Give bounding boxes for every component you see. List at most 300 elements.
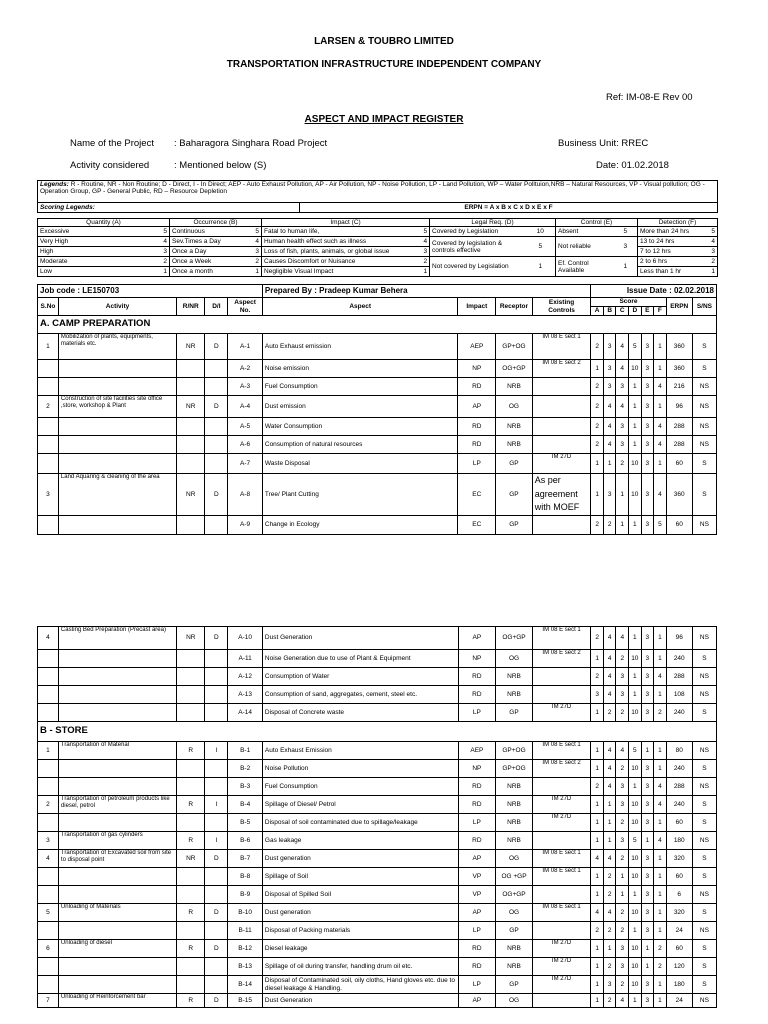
row-score-d: 1: [629, 378, 642, 396]
row-controls: [532, 778, 591, 796]
row-receptor: NRB: [496, 796, 533, 814]
col-impact: Impact: [458, 298, 496, 316]
row-score-e: 3: [641, 994, 654, 1008]
row-aspect-no: A-13: [228, 686, 263, 704]
row-erpn: 96: [666, 627, 692, 650]
row-sno: 7: [38, 994, 59, 1008]
row-score-d: 1: [629, 886, 642, 904]
row-score-d: 10: [629, 868, 642, 886]
row-score-a: 2: [591, 668, 604, 686]
row-score-c: 3: [616, 378, 629, 396]
row-sns: NS: [692, 742, 716, 760]
row-score-a: 1: [591, 814, 604, 832]
table-row: [38, 627, 717, 650]
row-erpn: 216: [666, 378, 692, 396]
row-score-f: 4: [654, 474, 667, 516]
row-score-b: 4: [603, 686, 616, 704]
row-sno: [38, 868, 59, 886]
row-sno: [38, 360, 59, 378]
row-di: D: [205, 396, 228, 418]
row-di: [205, 760, 228, 778]
row-score-b: 3: [603, 334, 616, 360]
row-score-c: 3: [616, 436, 629, 454]
col-head-quantity: Quantity (A): [38, 219, 170, 227]
row-sno: [38, 976, 59, 994]
row-impact: RD: [458, 668, 496, 686]
row-di: [205, 668, 228, 686]
row-score-b: 1: [603, 814, 616, 832]
table-row: [38, 396, 717, 418]
row-score-a: 2: [591, 418, 604, 436]
col-aspect: Aspect: [262, 298, 458, 316]
row-score-d: 5: [629, 832, 642, 850]
row-sns: S: [692, 360, 716, 378]
row-score-c: 4: [616, 627, 629, 650]
table-row: [38, 436, 717, 454]
row-receptor: OG+GP: [496, 886, 533, 904]
row-sno: [38, 886, 59, 904]
row-score-b: 2: [603, 922, 616, 940]
row-controls: IM 27D: [532, 796, 591, 814]
row-sno: 4: [38, 627, 59, 650]
row-receptor: GP+OG: [496, 334, 533, 360]
col-head-detection: Detection (F): [638, 219, 718, 227]
row-rnr: NR: [177, 396, 205, 418]
row-aspect: Spillage of oil during transfer, handling drum oil etc.: [262, 958, 458, 976]
row-score-d: 1: [629, 686, 642, 704]
row-di: I: [205, 742, 228, 760]
row-di: [205, 868, 228, 886]
row-sns: NS: [692, 886, 716, 904]
row-aspect-no: B-7: [228, 850, 263, 868]
row-aspect: Disposal of Spilled Soil: [262, 886, 458, 904]
row-score-d: 10: [629, 760, 642, 778]
row-receptor: NRB: [496, 686, 533, 704]
row-receptor: OG: [496, 396, 533, 418]
row-rnr: NR: [177, 334, 205, 360]
row-impact: EC: [458, 474, 496, 516]
row-score-e: 3: [641, 418, 654, 436]
row-score-a: 1: [591, 958, 604, 976]
row-score-f: 4: [654, 378, 667, 396]
row-erpn: 60: [666, 454, 692, 474]
row-di: [205, 704, 228, 722]
row-rnr: [177, 922, 205, 940]
table-row: [38, 940, 717, 958]
row-rnr: [177, 976, 205, 994]
row-activity: [58, 886, 176, 904]
row-impact: RD: [458, 418, 496, 436]
row-score-c: 2: [616, 814, 629, 832]
row-activity: [58, 378, 176, 396]
row-rnr: R: [177, 742, 205, 760]
row-sno: [38, 515, 59, 534]
row-score-c: 2: [616, 760, 629, 778]
row-score-c: 2: [616, 976, 629, 994]
row-aspect-no: B-15: [228, 994, 263, 1008]
row-score-e: 3: [641, 796, 654, 814]
col-di: D/I: [205, 298, 228, 316]
row-aspect: Spillage of Diesel/ Petrol: [262, 796, 458, 814]
row-aspect-no: A-14: [228, 704, 263, 722]
row-score-c: 3: [616, 418, 629, 436]
row-sns: NS: [692, 832, 716, 850]
row-controls: IM 27D: [532, 454, 591, 474]
row-erpn: 96: [666, 396, 692, 418]
row-score-a: 2: [591, 378, 604, 396]
row-score-a: 2: [591, 627, 604, 650]
row-score-e: 3: [641, 396, 654, 418]
row-aspect: Auto Exhaust emission: [262, 334, 458, 360]
row-score-b: 3: [603, 976, 616, 994]
row-score-e: 1: [641, 940, 654, 958]
row-score-d: 1: [629, 396, 642, 418]
row-score-d: 10: [629, 904, 642, 922]
row-score-f: 1: [654, 994, 667, 1008]
row-score-e: 3: [641, 922, 654, 940]
row-erpn: 288: [666, 418, 692, 436]
row-sns: NS: [692, 686, 716, 704]
row-aspect-no: B-4: [228, 796, 263, 814]
row-activity: [58, 650, 176, 668]
row-rnr: NR: [177, 627, 205, 650]
row-score-d: 1: [629, 627, 642, 650]
row-controls: IM 08 E sect 1: [532, 742, 591, 760]
row-rnr: [177, 668, 205, 686]
row-controls: IM 08 E sect 2: [532, 650, 591, 668]
row-sns: NS: [692, 778, 716, 796]
row-score-e: 3: [641, 704, 654, 722]
row-score-b: 4: [603, 396, 616, 418]
row-activity: [58, 760, 176, 778]
row-receptor: NRB: [496, 378, 533, 396]
row-score-f: 1: [654, 334, 667, 360]
register-table-part2: [37, 626, 717, 1008]
row-score-d: 10: [629, 814, 642, 832]
row-sno: [38, 778, 59, 796]
table-row: [38, 904, 717, 922]
row-aspect: Consumption of Water: [262, 668, 458, 686]
row-activity: [58, 454, 176, 474]
row-score-e: 3: [641, 904, 654, 922]
row-erpn: 240: [666, 796, 692, 814]
row-aspect-no: A-1: [228, 334, 263, 360]
row-score-a: 2: [591, 396, 604, 418]
row-activity: Land Aquaring & cleaning of the area: [58, 474, 176, 516]
row-controls: [532, 686, 591, 704]
row-receptor: GP: [496, 704, 533, 722]
row-score-e: 3: [641, 760, 654, 778]
row-aspect-no: A-2: [228, 360, 263, 378]
row-aspect-no: B-13: [228, 958, 263, 976]
row-rnr: [177, 886, 205, 904]
row-di: D: [205, 904, 228, 922]
row-sno: [38, 958, 59, 976]
row-score-c: 3: [616, 668, 629, 686]
row-score-e: 3: [641, 778, 654, 796]
row-score-b: 2: [603, 994, 616, 1008]
row-score-a: 1: [591, 886, 604, 904]
row-score-f: 2: [654, 704, 667, 722]
activity-label: Activity considered: [70, 160, 150, 171]
row-score-a: 2: [591, 922, 604, 940]
row-di: [205, 418, 228, 436]
row-aspect-no: A-8: [228, 474, 263, 516]
doc-ref: Ref: IM-08-E Rev 00: [606, 92, 693, 103]
row-score-f: 4: [654, 418, 667, 436]
table-row: [38, 796, 717, 814]
row-sno: [38, 760, 59, 778]
row-score-d: 5: [629, 334, 642, 360]
legends-row: Legends: R - Routine, NR - Non Routine; D - Direct, I - In Direct; AEP - Auto Exhaust Pollution, AP - Air Pollution, NP - Noise Pollution, LP - Land Pollution, WP – Water Polltuion,NRB – Natural Resources, VP - Visual pollution; OG - Operation Group, GP - General Public, RD – Resource Depletion: [38, 181, 718, 203]
row-score-b: 4: [603, 436, 616, 454]
row-impact: VP: [458, 886, 496, 904]
row-impact: RD: [458, 686, 496, 704]
row-score-c: 1: [616, 886, 629, 904]
row-score-e: 1: [641, 742, 654, 760]
table-row: [38, 650, 717, 668]
row-impact: AP: [458, 994, 496, 1008]
row-erpn: 24: [666, 994, 692, 1008]
row-sno: [38, 922, 59, 940]
row-sns: S: [692, 904, 716, 922]
row-score-c: 3: [616, 958, 629, 976]
row-erpn: 320: [666, 904, 692, 922]
row-score-b: 4: [603, 650, 616, 668]
row-controls: [532, 436, 591, 454]
row-activity: [58, 976, 176, 994]
row-di: [205, 686, 228, 704]
division-name: TRANSPORTATION INFRASTRUCTURE INDEPENDENT COMPANY: [226, 59, 542, 70]
row-sno: [38, 454, 59, 474]
row-aspect: Noise Pollution: [262, 760, 458, 778]
row-erpn: 60: [666, 814, 692, 832]
row-di: [205, 814, 228, 832]
table-row: [38, 868, 717, 886]
row-aspect: Tree/ Plant Cutting: [262, 474, 458, 516]
row-sns: S: [692, 850, 716, 868]
row-score-e: 3: [641, 886, 654, 904]
row-rnr: [177, 436, 205, 454]
row-aspect: Auto Exhaust Emission: [262, 742, 458, 760]
row-sno: 1: [38, 334, 59, 360]
row-score-a: 1: [591, 704, 604, 722]
row-di: [205, 515, 228, 534]
row-impact: EC: [458, 515, 496, 534]
row-score-f: 1: [654, 886, 667, 904]
header-date: Date: 01.02.2018: [596, 160, 669, 171]
row-score-c: 2: [616, 704, 629, 722]
row-controls: [532, 668, 591, 686]
row-receptor: OG: [496, 994, 533, 1008]
row-score-c: 2: [616, 850, 629, 868]
row-aspect: Consumption of sand, aggregates, cement, steel etc.: [262, 686, 458, 704]
row-sno: 3: [38, 832, 59, 850]
row-score-d: 10: [629, 360, 642, 378]
row-impact: AEP: [458, 334, 496, 360]
row-controls: [532, 832, 591, 850]
row-rnr: [177, 515, 205, 534]
row-impact: LP: [458, 454, 496, 474]
row-score-f: 2: [654, 940, 667, 958]
row-di: [205, 778, 228, 796]
row-aspect: Disposal of Contaminated soil, oily cloths, Hand gloves etc. due to diesel leakage & Handling.: [262, 976, 458, 994]
row-controls: IM 08 E sect 1: [532, 850, 591, 868]
row-controls: IM 08 E sect 1: [532, 334, 591, 360]
row-score-c: 3: [616, 686, 629, 704]
row-sns: S: [692, 704, 716, 722]
row-receptor: NRB: [496, 778, 533, 796]
row-receptor: GP+OG: [496, 760, 533, 778]
row-activity: Unloading of diesel: [58, 940, 176, 958]
row-erpn: 288: [666, 436, 692, 454]
row-score-e: 3: [641, 436, 654, 454]
row-score-d: 10: [629, 650, 642, 668]
row-sns: NS: [692, 378, 716, 396]
row-score-b: 4: [603, 418, 616, 436]
row-erpn: 24: [666, 922, 692, 940]
row-score-a: 1: [591, 796, 604, 814]
row-score-d: 10: [629, 704, 642, 722]
row-aspect-no: A-9: [228, 515, 263, 534]
table-row: [38, 360, 717, 378]
col-activity: Activity: [58, 298, 176, 316]
row-aspect-no: B-12: [228, 940, 263, 958]
register-title: ASPECT AND IMPACT REGISTER: [304, 114, 464, 125]
row-impact: RD: [458, 958, 496, 976]
row-score-d: 1: [629, 515, 642, 534]
row-rnr: [177, 778, 205, 796]
row-score-f: 1: [654, 650, 667, 668]
row-receptor: NRB: [496, 418, 533, 436]
row-score-e: 3: [641, 686, 654, 704]
row-sno: [38, 704, 59, 722]
row-impact: NP: [458, 360, 496, 378]
row-controls: IM 08 E sect 2: [532, 760, 591, 778]
row-score-b: 4: [603, 850, 616, 868]
row-aspect-no: B-6: [228, 832, 263, 850]
col-head-legal: Legal Req. (D): [430, 219, 556, 227]
row-impact: LP: [458, 976, 496, 994]
row-score-e: 3: [641, 668, 654, 686]
row-erpn: 180: [666, 976, 692, 994]
row-erpn: 240: [666, 704, 692, 722]
row-score-d: 1: [629, 668, 642, 686]
row-score-c: 4: [616, 334, 629, 360]
row-score-b: 2: [603, 886, 616, 904]
row-sno: 4: [38, 850, 59, 868]
row-aspect-no: A-12: [228, 668, 263, 686]
row-sns: NS: [692, 515, 716, 534]
row-aspect: Noise emission: [262, 360, 458, 378]
row-receptor: NRB: [496, 668, 533, 686]
row-score-e: 3: [641, 334, 654, 360]
row-score-f: 2: [654, 958, 667, 976]
row-activity: Transportation of gas cylinders: [58, 832, 176, 850]
row-aspect: Diesel leakage: [262, 940, 458, 958]
row-score-c: 3: [616, 832, 629, 850]
col-head-occurrence: Occurrence (B): [170, 219, 262, 227]
row-impact: VP: [458, 868, 496, 886]
row-score-e: 3: [641, 378, 654, 396]
row-score-b: 1: [603, 940, 616, 958]
row-receptor: OG+GP: [496, 627, 533, 650]
row-rnr: NR: [177, 850, 205, 868]
row-score-e: 1: [641, 958, 654, 976]
row-activity: Construction of site facilities site office ,store, workshop & Plant: [58, 396, 176, 418]
row-di: I: [205, 796, 228, 814]
row-score-c: 4: [616, 360, 629, 378]
row-controls: IM 08 E sect 1: [532, 627, 591, 650]
row-score-b: 4: [603, 668, 616, 686]
row-score-f: 1: [654, 868, 667, 886]
row-aspect-no: A-4: [228, 396, 263, 418]
row-score-e: 1: [641, 832, 654, 850]
row-score-d: 5: [629, 742, 642, 760]
col-head-control: Control (E): [556, 219, 638, 227]
row-controls: [532, 922, 591, 940]
col-erpn: ERPN: [666, 298, 692, 316]
row-score-a: 1: [591, 360, 604, 378]
row-sns: S: [692, 814, 716, 832]
table-row: [38, 474, 717, 516]
row-activity: [58, 704, 176, 722]
row-controls: [532, 396, 591, 418]
row-score-a: 1: [591, 868, 604, 886]
row-impact: RD: [458, 436, 496, 454]
activity-value: : Mentioned below (S): [174, 160, 267, 171]
row-di: D: [205, 627, 228, 650]
row-score-a: 1: [591, 650, 604, 668]
row-score-d: 1: [629, 436, 642, 454]
row-score-c: 2: [616, 454, 629, 474]
row-score-c: 1: [616, 515, 629, 534]
scoring-legend-table: Quantity (A) Occurrence (B) Impact (C) Legal Req. (D) Control (E) Detection (F) Excessive 5 Continuous 5 Fatal to human life, 5 Covered by Legislation 10 Absent 5 More than 24 hrs 5 Very High 4 Sev.Times a Day 4 Human health effect such as illness 4 Covered by legislation & controls effective 5 Not reliable 3 13 to 24 hrs 4 High 3 Once a Day 3 Loss of fish, plants, animals, or global issue 3 7 to 12 hrs 3 Moderate 2 Once a Week 2 Causes Discomfort or Nuisance 2 Not covered by Legislation 1 Ef. Control Available 1 2 to 6 hrs 2 Low 1 Once a month 1 Negligible Visual Impact 1 Less than 1 hr 1: [37, 218, 718, 277]
row-receptor: NRB: [496, 436, 533, 454]
row-controls: IM 27D: [532, 976, 591, 994]
row-score-e: 3: [641, 814, 654, 832]
row-receptor: NRB: [496, 940, 533, 958]
row-impact: RD: [458, 796, 496, 814]
row-score-d: 10: [629, 796, 642, 814]
row-di: [205, 378, 228, 396]
row-score-c: 2: [616, 650, 629, 668]
row-activity: [58, 958, 176, 976]
row-score-a: 1: [591, 832, 604, 850]
table-row: [38, 418, 717, 436]
table-row: [38, 976, 717, 994]
row-activity: Mobilization of plants, equipments, materials etc.: [58, 334, 176, 360]
row-aspect-no: B-11: [228, 922, 263, 940]
row-impact: NP: [458, 650, 496, 668]
row-score-d: 10: [629, 850, 642, 868]
table-row: [38, 994, 717, 1008]
row-sns: NS: [692, 436, 716, 454]
row-score-a: 3: [591, 686, 604, 704]
row-activity: Transportation of petroleum products like diesel, petrol: [58, 796, 176, 814]
row-score-a: 1: [591, 474, 604, 516]
row-controls: IM 27D: [532, 958, 591, 976]
row-aspect: Disposal of Packing materials: [262, 922, 458, 940]
table-row: [38, 922, 717, 940]
table-row: [38, 686, 717, 704]
row-aspect-no: A-11: [228, 650, 263, 668]
row-receptor: GP: [496, 474, 533, 516]
row-score-f: 1: [654, 742, 667, 760]
row-rnr: [177, 360, 205, 378]
row-di: [205, 360, 228, 378]
row-score-e: 3: [641, 360, 654, 378]
